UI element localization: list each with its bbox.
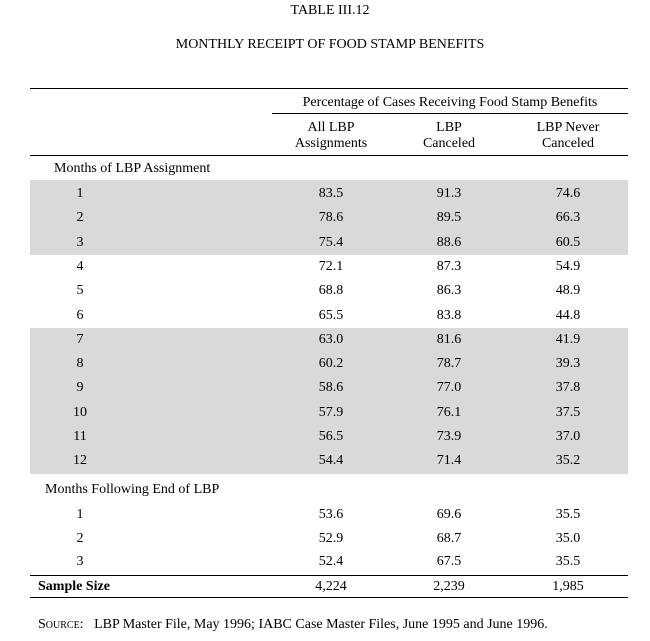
bottom-rule: [30, 597, 628, 598]
sample-size-top-rule: [30, 575, 628, 576]
row-month: 4: [76, 258, 84, 274]
row-month: 3: [76, 234, 84, 250]
row-value-never: 37.5: [555, 404, 581, 420]
col-header-canceled-line2: Canceled: [422, 136, 476, 151]
top-rule: [30, 88, 628, 89]
row-value-all: 52.4: [318, 554, 344, 569]
row-value-canceled: 71.4: [436, 453, 462, 469]
row-value-all: 56.5: [318, 429, 344, 444]
row-value-canceled: 88.6: [436, 234, 462, 250]
row-month: 1: [76, 186, 84, 201]
row-value-all: 57.9: [318, 404, 344, 420]
row-value-all: 53.6: [318, 507, 344, 522]
row-value-all: 60.2: [318, 356, 344, 372]
col-header-all: [272, 120, 390, 152]
row-value-never: 66.3: [555, 210, 581, 226]
col-header-canceled: [390, 120, 508, 152]
col-header-canceled-line1: LBP: [436, 120, 462, 135]
row-month: 9: [76, 380, 84, 396]
row-value-never: 41.9: [555, 331, 581, 347]
row-value-all: 63.0: [318, 331, 344, 347]
row-value-never: 48.9: [555, 283, 581, 299]
row-value-all: 68.8: [318, 283, 344, 299]
table-number: TABLE III.12: [290, 3, 370, 18]
row-value-never: 74.6: [555, 186, 581, 201]
row-value-never: 35.5: [555, 554, 581, 569]
sample-size-canceled: 2,239: [433, 579, 465, 594]
col-header-never: [508, 120, 628, 152]
row-value-all: 58.6: [318, 380, 344, 396]
col-header-all-line1: All LBP: [307, 120, 355, 135]
row-month: 6: [76, 307, 84, 323]
row-value-never: 35.2: [555, 453, 581, 469]
col-header-never-line1: LBP Never: [536, 120, 600, 135]
row-value-never: 37.0: [555, 429, 581, 444]
row-month: 7: [76, 331, 84, 347]
sample-size-never: 1,985: [552, 579, 584, 594]
row-value-never: 35.5: [555, 507, 581, 522]
row-value-all: 83.5: [318, 186, 344, 201]
row-value-canceled: 73.9: [436, 429, 462, 444]
shaded-band-2: [30, 328, 628, 474]
row-value-never: 54.9: [555, 258, 581, 274]
row-value-all: 78.6: [318, 210, 344, 226]
row-month: 8: [76, 356, 84, 372]
source-text: LBP Master File, May 1996; IABC Case Master Files, June 1995 and June 1996.: [94, 617, 548, 632]
source-note: [38, 617, 548, 633]
row-month: 3: [76, 554, 84, 569]
row-month: 11: [73, 429, 87, 444]
row-value-all: 72.1: [318, 258, 344, 274]
row-value-never: 37.8: [555, 380, 581, 396]
row-value-never: 44.8: [555, 307, 581, 323]
spanning-header-rule: [272, 113, 628, 114]
row-value-all: 65.5: [318, 307, 344, 323]
row-value-canceled: 91.3: [436, 186, 462, 201]
row-value-canceled: 69.6: [436, 507, 462, 522]
row-value-canceled: 67.5: [436, 554, 462, 569]
row-month: 2: [76, 210, 84, 226]
row-value-canceled: 86.3: [436, 283, 462, 299]
spanning-header: Percentage of Cases Receiving Food Stamp Benefits: [302, 95, 598, 110]
row-month: 5: [76, 283, 84, 299]
source-label: Source:: [38, 617, 84, 632]
row-month: 2: [76, 530, 84, 546]
row-value-canceled: 81.6: [436, 331, 462, 347]
row-value-canceled: 68.7: [436, 530, 462, 546]
row-value-all: 75.4: [318, 234, 344, 250]
row-value-all: 52.9: [318, 530, 344, 546]
row-month: 10: [73, 404, 87, 420]
row-value-canceled: 83.8: [436, 307, 462, 323]
row-value-never: 35.0: [555, 530, 581, 546]
col-header-all-line2: Assignments: [294, 136, 368, 151]
row-value-canceled: 87.3: [436, 258, 462, 274]
section-label-assignment: Months of LBP Assignment: [54, 161, 211, 176]
section-label-following: Months Following End of LBP: [45, 482, 220, 497]
col-header-never-line2: Canceled: [541, 136, 595, 151]
row-value-never: 39.3: [555, 356, 581, 372]
row-value-canceled: 89.5: [436, 210, 462, 226]
row-month: 1: [76, 507, 84, 522]
header-bottom-rule: [30, 155, 628, 156]
row-value-never: 60.5: [555, 234, 581, 250]
sample-size-label: Sample Size: [38, 579, 110, 594]
sample-size-all: 4,224: [315, 579, 347, 594]
row-value-canceled: 78.7: [436, 356, 462, 372]
row-value-canceled: 77.0: [436, 380, 462, 396]
row-value-all: 54.4: [318, 453, 344, 469]
table-title: MONTHLY RECEIPT OF FOOD STAMP BENEFITS: [175, 37, 485, 52]
row-value-canceled: 76.1: [436, 404, 462, 420]
row-month: 12: [73, 453, 87, 469]
